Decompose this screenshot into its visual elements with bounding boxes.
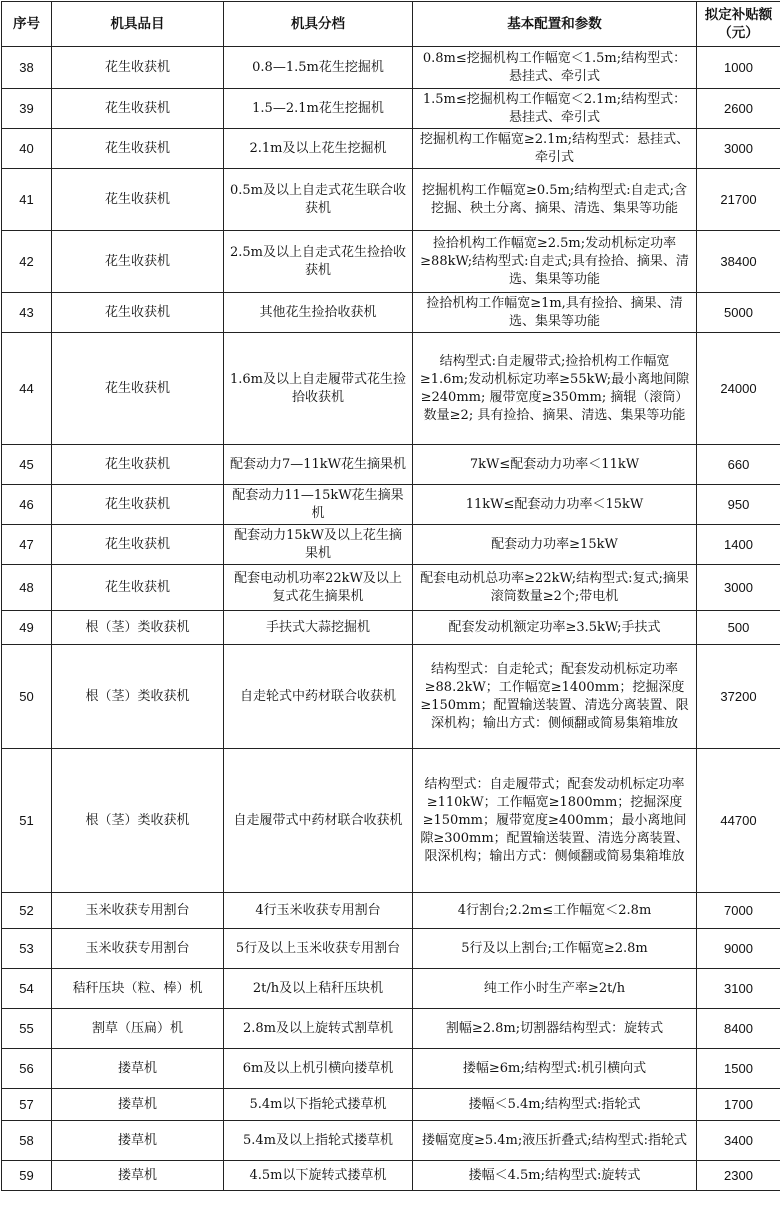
row-number: 53	[2, 929, 52, 969]
row-tier: 手扶式大蒜挖掘机	[224, 611, 413, 645]
row-item: 秸秆压块（粒、棒）机	[52, 969, 224, 1009]
row-config: 配套电动机总功率≥22kW;结构型式:复式;摘果滚筒数量≥2个;带电机	[413, 565, 697, 611]
row-subsidy: 24000	[697, 333, 780, 445]
row-item: 花生收获机	[52, 169, 224, 231]
header-row	[2, 2, 780, 47]
row-item: 花生收获机	[52, 485, 224, 525]
row-number: 48	[2, 565, 52, 611]
row-number: 39	[2, 89, 52, 129]
row-item: 搂草机	[52, 1161, 224, 1191]
table-row	[2, 1121, 780, 1161]
row-tier: 0.5m及以上自走式花生联合收获机	[224, 169, 413, 231]
row-config: 结构型式：自走轮式；配套发动机标定功率≥88.2kW；工作幅宽≥1400mm；挖掘深度≥150mm；配置输送装置、清选分离装置、限深机构；输出方式：侧倾翻或简易集箱堆放	[413, 645, 697, 749]
row-number: 40	[2, 129, 52, 169]
row-subsidy: 3000	[697, 565, 780, 611]
table-row	[2, 1089, 780, 1121]
row-subsidy: 38400	[697, 231, 780, 293]
row-number: 42	[2, 231, 52, 293]
row-item: 花生收获机	[52, 89, 224, 129]
row-subsidy: 1400	[697, 525, 780, 565]
row-subsidy: 1000	[697, 47, 780, 89]
row-item: 花生收获机	[52, 445, 224, 485]
row-config: 结构型式:自走履带式;捡拾机构工作幅宽≥1.6m;发动机标定功率≥55kW;最小离地间隙≥240mm; 履带宽度≥350mm; 摘辊（滚筒）数量≥2; 具有捡拾、摘果、清选、集果等功能	[413, 333, 697, 445]
row-subsidy: 3100	[697, 969, 780, 1009]
row-tier: 5.4m及以上指轮式搂草机	[224, 1121, 413, 1161]
table-row	[2, 929, 780, 969]
row-config: 挖掘机构工作幅宽≥2.1m;结构型式：悬挂式、牵引式	[413, 129, 697, 169]
row-number: 54	[2, 969, 52, 1009]
header-config: 基本配置和参数	[413, 2, 697, 47]
row-subsidy: 2300	[697, 1161, 780, 1191]
row-config: 搂幅≥6m;结构型式:机引横向式	[413, 1049, 697, 1089]
row-subsidy: 7000	[697, 893, 780, 929]
row-item: 根（茎）类收获机	[52, 645, 224, 749]
row-tier: 配套电动机功率22kW及以上复式花生摘果机	[224, 565, 413, 611]
row-number: 50	[2, 645, 52, 749]
row-config: 11kW≤配套动力功率＜15kW	[413, 485, 697, 525]
row-tier: 其他花生捡拾收获机	[224, 293, 413, 333]
row-subsidy: 1700	[697, 1089, 780, 1121]
table-row	[2, 293, 780, 333]
row-config: 7kW≤配套动力功率＜11kW	[413, 445, 697, 485]
row-subsidy: 21700	[697, 169, 780, 231]
row-number: 55	[2, 1009, 52, 1049]
row-subsidy: 3000	[697, 129, 780, 169]
row-tier: 0.8—1.5m花生挖掘机	[224, 47, 413, 89]
row-number: 43	[2, 293, 52, 333]
row-config: 挖掘机构工作幅宽≥0.5m;结构型式:自走式;含挖掘、秧土分离、摘果、清选、集果等功能	[413, 169, 697, 231]
row-number: 38	[2, 47, 52, 89]
row-tier: 4行玉米收获专用割台	[224, 893, 413, 929]
row-config: 配套动力功率≥15kW	[413, 525, 697, 565]
header-item: 机具品目	[52, 2, 224, 47]
row-item: 搂草机	[52, 1049, 224, 1089]
table-row	[2, 749, 780, 893]
row-item: 花生收获机	[52, 293, 224, 333]
row-tier: 5行及以上玉米收获专用割台	[224, 929, 413, 969]
row-subsidy: 37200	[697, 645, 780, 749]
row-subsidy: 9000	[697, 929, 780, 969]
row-subsidy: 660	[697, 445, 780, 485]
row-number: 56	[2, 1049, 52, 1089]
row-tier: 1.6m及以上自走履带式花生捡拾收获机	[224, 333, 413, 445]
row-subsidy: 3400	[697, 1121, 780, 1161]
row-config: 搂幅＜4.5m;结构型式:旋转式	[413, 1161, 697, 1191]
row-config: 5行及以上割台;工作幅宽≥2.8m	[413, 929, 697, 969]
row-number: 44	[2, 333, 52, 445]
row-tier: 自走履带式中药材联合收获机	[224, 749, 413, 893]
table-row	[2, 969, 780, 1009]
row-tier: 6m及以上机引横向搂草机	[224, 1049, 413, 1089]
table-row	[2, 893, 780, 929]
table-row	[2, 333, 780, 445]
table-row	[2, 565, 780, 611]
row-subsidy: 5000	[697, 293, 780, 333]
row-item: 根（茎）类收获机	[52, 749, 224, 893]
table-row	[2, 485, 780, 525]
row-number: 57	[2, 1089, 52, 1121]
table-row	[2, 645, 780, 749]
row-config: 4行割台;2.2m≤工作幅宽＜2.8m	[413, 893, 697, 929]
table-row	[2, 89, 780, 129]
row-config: 结构型式：自走履带式；配套发动机标定功率≥110kW；工作幅宽≥1800mm；挖掘深度≥150mm；履带宽度≥400mm；最小离地间隙≥300mm；配置输送装置、清选分离装置、限深机构；输出方式：侧倾翻或简易集箱堆放	[413, 749, 697, 893]
row-config: 割幅≥2.8m;切割器结构型式：旋转式	[413, 1009, 697, 1049]
table-row	[2, 129, 780, 169]
row-config: 搂幅＜5.4m;结构型式:指轮式	[413, 1089, 697, 1121]
row-item: 花生收获机	[52, 129, 224, 169]
row-tier: 2.8m及以上旋转式割草机	[224, 1009, 413, 1049]
row-subsidy: 8400	[697, 1009, 780, 1049]
row-number: 41	[2, 169, 52, 231]
header-tier: 机具分档	[224, 2, 413, 47]
row-subsidy: 2600	[697, 89, 780, 129]
row-number: 46	[2, 485, 52, 525]
row-number: 59	[2, 1161, 52, 1191]
subsidy-table	[1, 1, 780, 1191]
row-number: 58	[2, 1121, 52, 1161]
row-config: 1.5m≤挖掘机构工作幅宽＜2.1m;结构型式：悬挂式、牵引式	[413, 89, 697, 129]
header-no: 序号	[2, 2, 52, 47]
row-tier: 配套动力11—15kW花生摘果机	[224, 485, 413, 525]
header-subsidy: 拟定补贴额（元）	[697, 2, 780, 47]
row-subsidy: 44700	[697, 749, 780, 893]
row-config: 搂幅宽度≥5.4m;液压折叠式;结构型式:指轮式	[413, 1121, 697, 1161]
table-row	[2, 611, 780, 645]
row-config: 纯工作小时生产率≥2t/h	[413, 969, 697, 1009]
row-tier: 配套动力15kW及以上花生摘果机	[224, 525, 413, 565]
row-item: 花生收获机	[52, 47, 224, 89]
row-subsidy: 500	[697, 611, 780, 645]
row-config: 0.8m≤挖掘机构工作幅宽＜1.5m;结构型式：悬挂式、牵引式	[413, 47, 697, 89]
row-item: 割草（压扁）机	[52, 1009, 224, 1049]
table-row	[2, 1049, 780, 1089]
row-tier: 自走轮式中药材联合收获机	[224, 645, 413, 749]
row-item: 玉米收获专用割台	[52, 929, 224, 969]
table-row	[2, 525, 780, 565]
row-item: 花生收获机	[52, 525, 224, 565]
row-tier: 2.5m及以上自走式花生捡拾收获机	[224, 231, 413, 293]
row-config: 捡拾机构工作幅宽≥2.5m;发动机标定功率≥88kW;结构型式:自走式;具有捡拾、摘果、清选、集果等功能	[413, 231, 697, 293]
table-row	[2, 445, 780, 485]
row-subsidy: 950	[697, 485, 780, 525]
table-row	[2, 47, 780, 89]
row-subsidy: 1500	[697, 1049, 780, 1089]
row-tier: 配套动力7—11kW花生摘果机	[224, 445, 413, 485]
row-tier: 5.4m以下指轮式搂草机	[224, 1089, 413, 1121]
row-number: 51	[2, 749, 52, 893]
table-row	[2, 1009, 780, 1049]
row-tier: 2.1m及以上花生挖掘机	[224, 129, 413, 169]
row-config: 配套发动机额定功率≥3.5kW;手扶式	[413, 611, 697, 645]
row-config: 捡拾机构工作幅宽≥1m,具有捡拾、摘果、清选、集果等功能	[413, 293, 697, 333]
table-row	[2, 1161, 780, 1191]
row-number: 47	[2, 525, 52, 565]
row-number: 52	[2, 893, 52, 929]
row-item: 玉米收获专用割台	[52, 893, 224, 929]
row-tier: 4.5m以下旋转式搂草机	[224, 1161, 413, 1191]
table-row	[2, 231, 780, 293]
row-number: 45	[2, 445, 52, 485]
row-item: 花生收获机	[52, 565, 224, 611]
table-row	[2, 169, 780, 231]
row-item: 搂草机	[52, 1121, 224, 1161]
row-tier: 2t/h及以上秸秆压块机	[224, 969, 413, 1009]
row-item: 花生收获机	[52, 333, 224, 445]
row-item: 花生收获机	[52, 231, 224, 293]
row-item: 搂草机	[52, 1089, 224, 1121]
row-tier: 1.5—2.1m花生挖掘机	[224, 89, 413, 129]
row-number: 49	[2, 611, 52, 645]
row-item: 根（茎）类收获机	[52, 611, 224, 645]
